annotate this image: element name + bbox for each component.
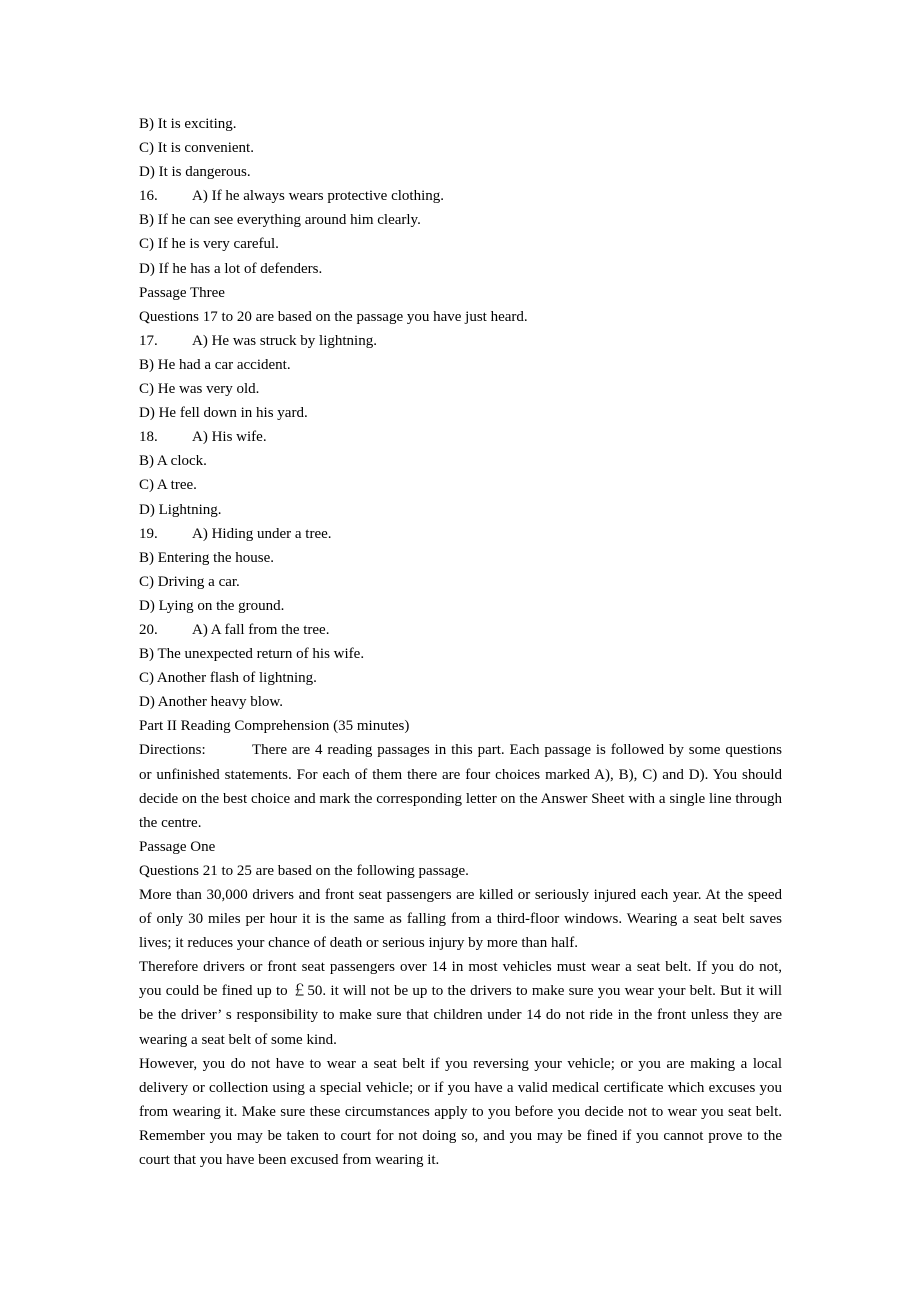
option-line: C) Another flash of lightning. [139,670,317,687]
option-line: C) Driving a car. [139,573,240,590]
option-line: D) If he has a lot of defenders. [139,260,323,277]
question-17 [139,329,782,353]
part-two-title: Part II Reading Comprehension (35 minutes) [139,718,410,735]
option-line: D) It is dangerous. [139,164,251,181]
option-line: C) He was very old. [139,381,260,398]
option-line: D) He fell down in his yard. [139,405,308,422]
passage-three-title: Passage Three [139,284,225,301]
question-18 [139,425,782,449]
option-a: A) If he always wears protective clothing. [192,188,444,205]
passage-one-intro: Questions 21 to 25 are based on the following passage. [139,862,469,879]
passage-one-title: Passage One [139,838,216,855]
question-number: 20. [139,621,158,638]
document-page [139,112,782,1172]
passage-three-intro: Questions 17 to 20 are based on the passage you have just heard. [139,308,528,325]
question-number: 19. [139,525,158,542]
passage-paragraph: More than 30,000 drivers and front seat passengers are killed or seriously injured each year. At the speed of only 30 miles per hour it is the same as falling from a third-floor windows. Wearing a seat belt saves lives; it reduces your chance of death or serious injury by more than half. [139,887,782,952]
option-line: B) It is exciting. [139,116,237,132]
option-line: D) Lying on the ground. [139,597,285,614]
option-a: A) Hiding under a tree. [192,525,332,542]
passage-paragraph: However, you do not have to wear a seat belt if you reversing your vehicle; or you are making a local delivery or collection using a special vehicle; or if you have a valid medical certificate which excuses you from wearing it. Make sure these circumstances apply to you before you decide not to wear you seat belt. Remember you may be taken to court for not doing so, and you may be fined if you cannot prove to the court that you have been excused from wearing it. [139,1055,782,1169]
question-20 [139,618,782,642]
option-line: B) The unexpected return of his wife. [139,646,365,663]
option-line: B) If he can see everything around him clearly. [139,212,421,229]
option-line: D) Another heavy blow. [139,694,283,711]
question-number: 17. [139,332,158,349]
question-16 [139,184,782,208]
option-a: A) His wife. [192,429,267,446]
directions-text: There are 4 reading passages in this part. Each passage is followed by some questions or unfinished statements. For each of them there are four choices marked A), B), C) and D). You should decide on the best choice and mark the corresponding letter on the Answer Sheet with a single line through the centre. [139,742,782,831]
option-line: C) It is convenient. [139,140,254,157]
option-line: D) Lightning. [139,501,222,518]
option-a: A) He was struck by lightning. [192,332,377,349]
passage-paragraph: Therefore drivers or front seat passengers over 14 in most vehicles must wear a seat belt. If you do not, you could be fined up to ￡50. it will not be up to the drivers to make sure you wear your belt. But it will be the driver’ s responsibility to make sure that children under 14 do not ride in the front unless they are wearing a seat belt of some kind. [139,959,782,1048]
directions-paragraph [139,738,782,834]
directions-label: Directions: [139,742,206,759]
option-line: B) Entering the house. [139,549,274,566]
option-line: B) A clock. [139,453,207,470]
option-line: C) If he is very careful. [139,236,279,253]
question-number: 18. [139,429,158,446]
option-line: B) He had a car accident. [139,356,291,373]
question-number: 16. [139,188,158,205]
question-19 [139,522,782,546]
option-a: A) A fall from the tree. [192,621,330,638]
option-line: C) A tree. [139,477,197,494]
